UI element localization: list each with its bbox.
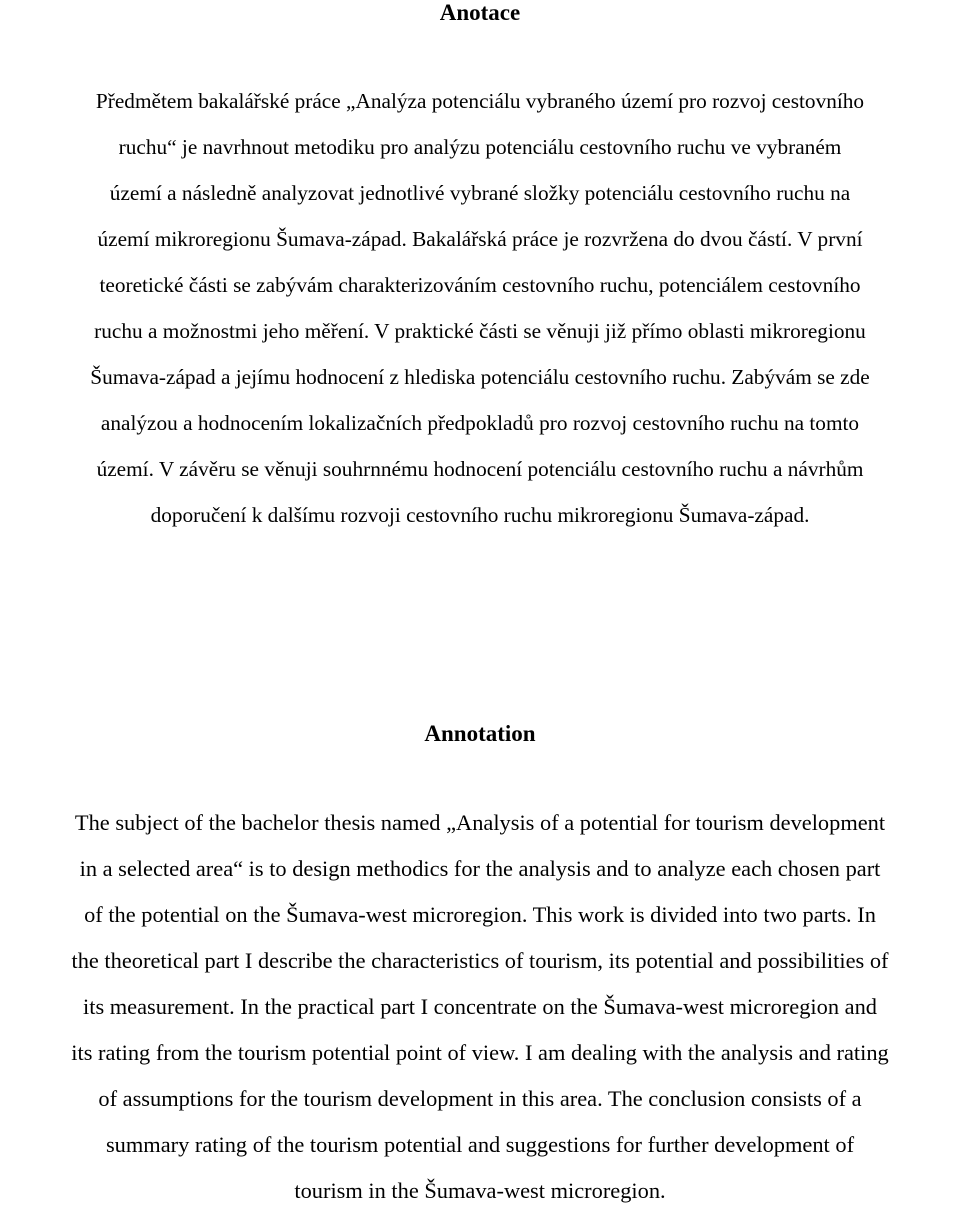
abstract-line: ruchu“ je navrhnout metodiku pro analýzu potenciálu cestovního ruchu ve vybraném — [118, 135, 842, 159]
abstract-line: Šumava-západ a jejímu hodnocení z hlediska potenciálu cestovního ruchu. Zabývám se zde — [90, 365, 870, 389]
abstract-line: of the potential on the Šumava-west microregion. This work is divided into two parts. In — [84, 902, 876, 927]
abstract-line: území. V závěru se věnuji souhrnnému hodnocení potenciálu cestovního ruchu a návrhům — [96, 457, 864, 481]
abstract-line: summary rating of the tourism potential and suggestions for further development of — [105, 1132, 855, 1157]
abstract-line: území mikroregionu Šumava-západ. Bakalářská práce je rozvržena do dvou částí. V první — [97, 227, 863, 251]
english-abstract — [0, 800, 960, 1214]
czech-abstract — [0, 78, 960, 538]
abstract-line: the theoretical part I describe the characteristics of tourism, its potential and possibilities of — [71, 948, 889, 973]
abstract-line: Předmětem bakalářské práce „Analýza potenciálu vybraného území pro rozvoj cestovního — [95, 89, 865, 113]
abstract-line: analýzou a hodnocením lokalizačních předpokladů pro rozvoj cestovního ruchu na tomto — [100, 411, 860, 435]
english-heading: Annotation — [424, 721, 536, 746]
abstract-line: its measurement. In the practical part I concentrate on the Šumava-west microregion and — [83, 994, 877, 1019]
abstract-line: doporučení k dalšímu rozvoji cestovního ruchu mikroregionu Šumava-západ. — [150, 503, 810, 527]
abstract-line: in a selected area“ is to design methodics for the analysis and to analyze each chosen part — [79, 856, 881, 881]
abstract-line: území a následně analyzovat jednotlivé vybrané složky potenciálu cestovního ruchu na — [109, 181, 851, 205]
abstract-line: of assumptions for the tourism development in this area. The conclusion consists of a — [98, 1086, 862, 1111]
abstract-line: tourism in the Šumava-west microregion. — [294, 1178, 666, 1203]
abstract-line: ruchu a možnostmi jeho měření. V praktické části se věnuji již přímo oblasti mikroregionu — [94, 319, 866, 343]
czech-heading: Anotace — [439, 0, 521, 25]
abstract-line: The subject of the bachelor thesis named „Analysis of a potential for tourism development — [74, 810, 886, 835]
abstract-line: its rating from the tourism potential point of view. I am dealing with the analysis and rating — [71, 1040, 889, 1065]
abstract-line: teoretické části se zabývám charakterizováním cestovního ruchu, potenciálem cestovního — [99, 273, 861, 297]
